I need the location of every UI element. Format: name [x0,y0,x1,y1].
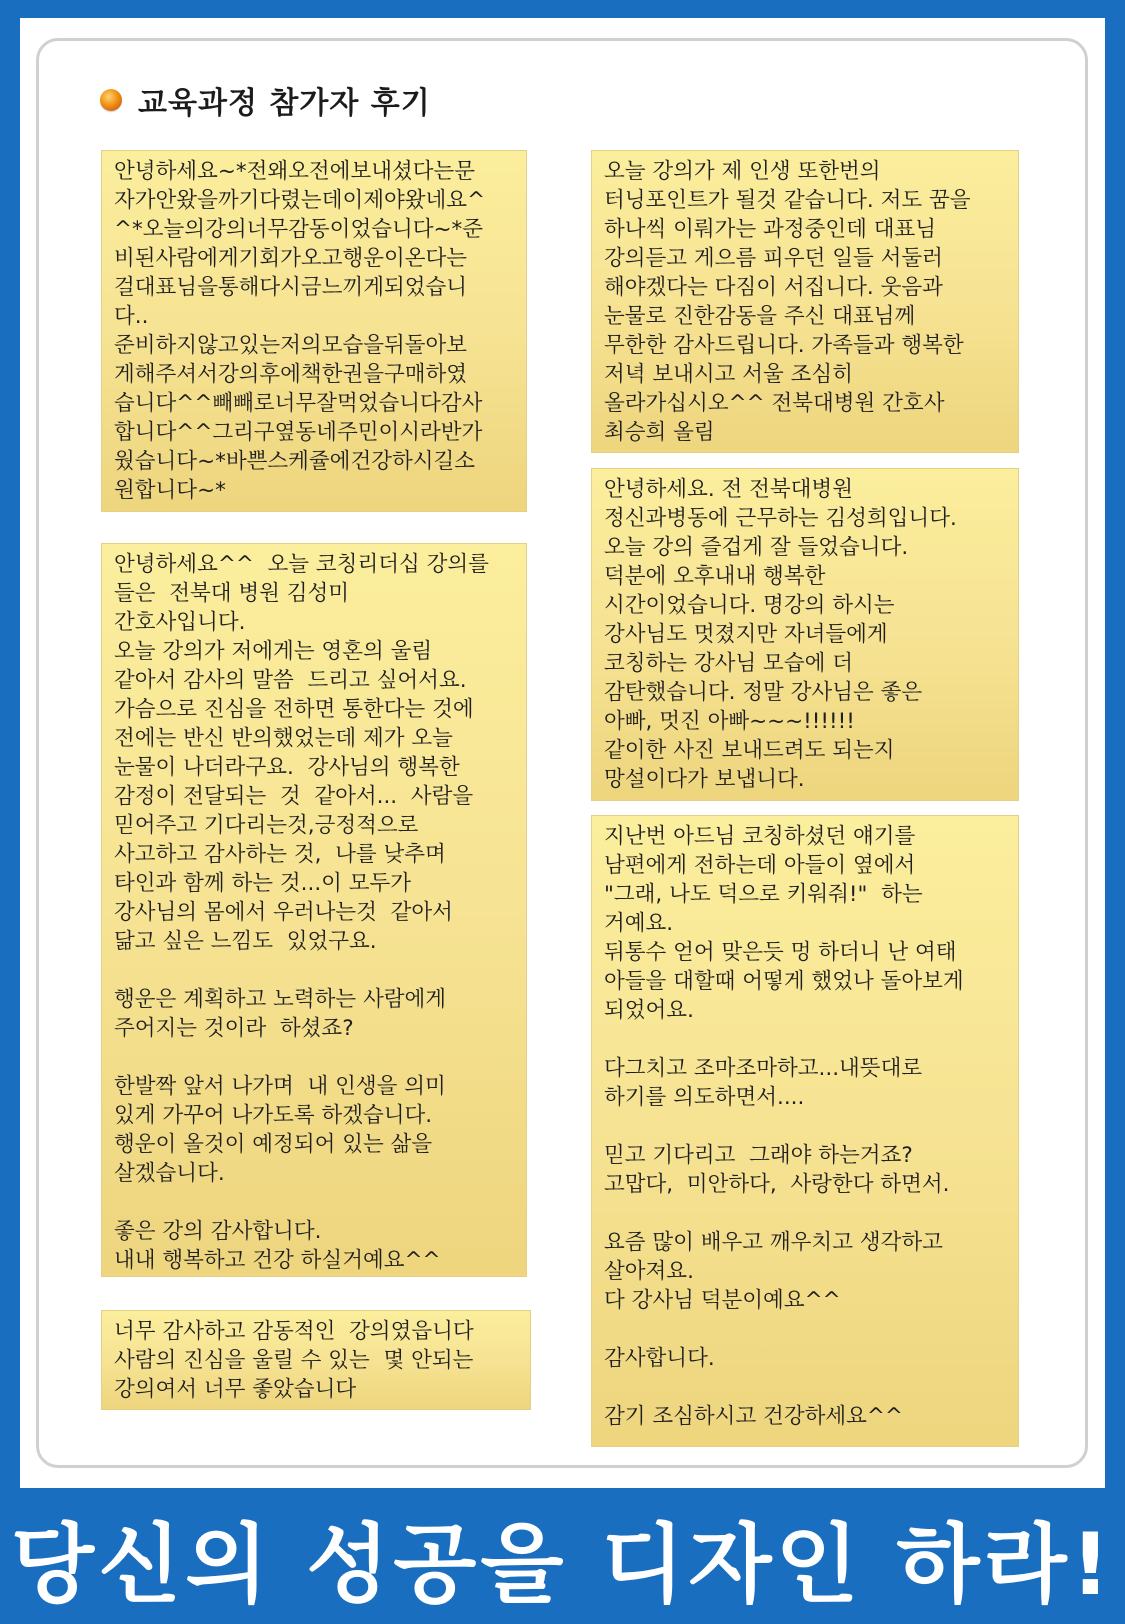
review-note-6: 지난번 아드님 코칭하셨던 얘기를 남편에게 전하는데 아들이 옆에서 "그래, 나도 덕으로 키워줘!" 하는 거예요. 뒤통수 얻어 맞은듯 멍 하더니 난 여태 아들을 대할때 어떻게 했었나 돌아보게 되었어요. 다그치고 조마조마하고...내뜻대로 하기를 의도하면서.... 믿고 기다리고 그래야 하는거죠? 고맙다, 미안하다, 사랑한다 하면서. 요즘 많이 배우고 깨우치고 생각하고 살아져요. 다 강사님 덕분이예요^^ 감사합니다. 감기 조심하시고 건강하세요^^ [591,815,1019,1447]
orange-bullet-icon [100,89,122,111]
review-note-1: 안녕하세요~*전왜오전에보내셨다는문 자가안왔을까기다렸는데이제야왔네요^ ^*오늘의강의너무감동이었습니다~*준 비된사람에게기회가오고행운이온다는 걸대표님을통해다시금느끼게되었습니 다.. 준비하지않고있는저의모습을뒤돌아보 게해주셔서강의후에책한권을구매하였 습니다^^빼빼로너무잘먹었습니다감사 합니다^^그리구옆동네주민이시라반가 웠습니다~*바쁜스케쥴에건강하시길소 원합니다~* [101,150,527,512]
page-title: 교육과정 참가자 후기 [138,86,431,121]
review-note-2: 안녕하세요^^ 오늘 코칭리더십 강의를 들은 전북대 병원 김성미 간호사입니다. 오늘 강의가 저에게는 영혼의 울림 같아서 감사의 말씀 드리고 싶어서요. 가슴으로 진심을 전하면 통한다는 것에 전에는 반신 반의했었는데 제가 오늘 눈물이 나더라구요. 강사님의 행복한 감정이 전달되는 것 같아서... 사람을 믿어주고 기다리는것,긍정적으로 사고하고 감사하는 것, 나를 낮추며 타인과 함께 하는 것...이 모두가 강사님의 몸에서 우러나는것 같아서 닮고 싶은 느낌도 있었구요. 행운은 계획하고 노력하는 사람에게 주어지는 것이라 하셨죠? 한발짝 앞서 나가며 내 인생을 의미 있게 가꾸어 나가도록 하겠습니다. 행운이 올것이 예정되어 있는 삶을 살겠습니다. 좋은 강의 감사합니다. 내내 행복하고 건강 하실거예요^^ [101,543,527,1277]
section-header [100,78,431,122]
review-note-3: 너무 감사하고 감동적인 강의였읍니다 사람의 진심을 울릴 수 있는 몇 안되는 강의여서 너무 좋았습니다 [101,1310,531,1410]
review-note-4: 오늘 강의가 제 인생 또한번의 터닝포인트가 될것 같습니다. 저도 꿈을 하나씩 이뤄가는 과정중인데 대표님 강의듣고 게으름 피우던 일들 서둘러 해야겠다는 다짐이 서집니다. 웃음과 눈물로 진한감동을 주신 대표님께 무한한 감사드립니다. 가족들과 행복한 저녁 보내시고 서울 조심히 올라가십시오^^ 전북대병원 간호사 최승희 올림 [591,150,1019,453]
footer-slogan: 당신의 성공을 디자인 하라! [11,1515,1114,1615]
review-note-5: 안녕하세요. 전 전북대병원 정신과병동에 근무하는 김성희입니다. 오늘 강의 즐겁게 잘 들었습니다. 덕분에 오후내내 행복한 시간이었습니다. 명강의 하시는 강사님도 멋졌지만 자녀들에게 코칭하는 강사님 모습에 더 감탄했습니다. 정말 강사님은 좋은 아빠, 멋진 아빠~~~!!!!!! 같이한 사진 보내드려도 되는지 망설이다가 보냅니다. [591,468,1019,801]
